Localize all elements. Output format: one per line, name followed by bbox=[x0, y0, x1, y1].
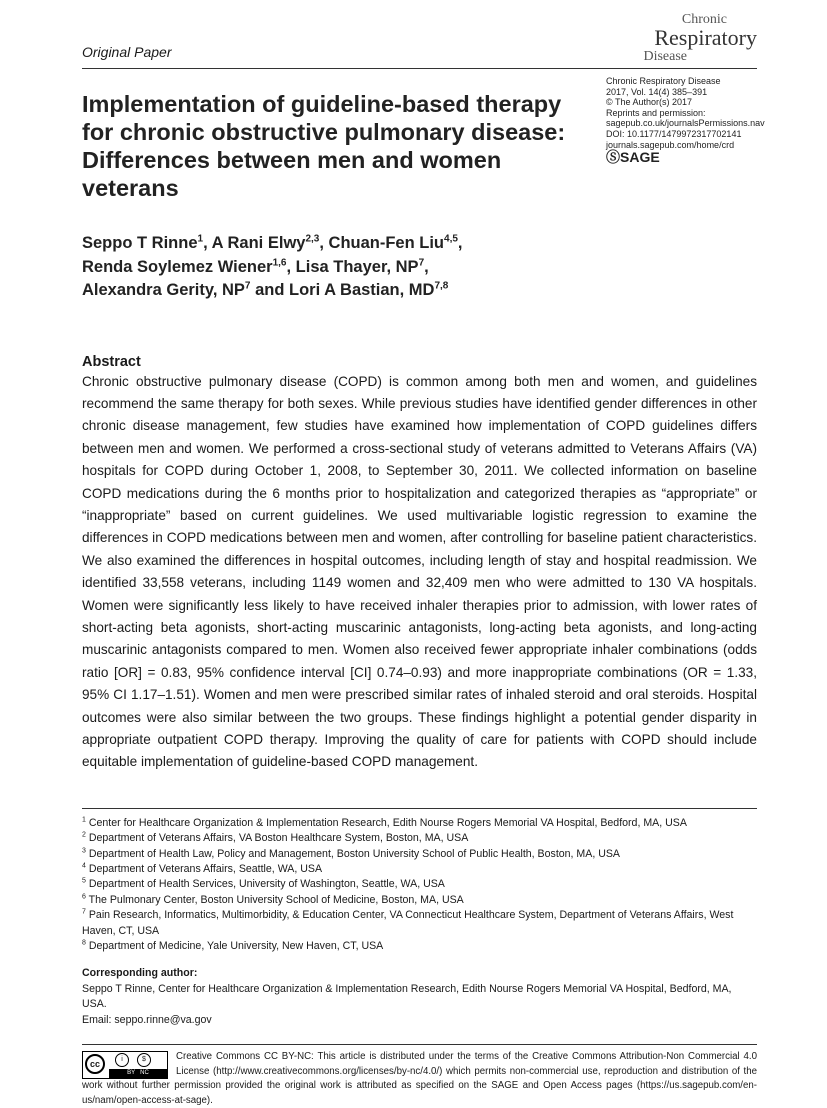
journal-info: Chronic Respiratory Disease 2017, Vol. 14(4) 385–391 © The Author(s) 2017 Reprints and permission: sagepub.co.uk/journalsPermissions.nav DOI: 10.1177/1479972317702141 journals.sagepub.com/home/crd ⓈSAGE bbox=[606, 76, 765, 166]
author-name: Lisa Thayer, NP bbox=[295, 257, 419, 276]
author-affiliation-marker: 2,3 bbox=[305, 233, 320, 245]
author-name: Seppo T Rinne bbox=[82, 234, 198, 252]
noncommercial-icon: $ bbox=[137, 1053, 151, 1067]
article-title: Implementation of guideline-based therapy for chronic obstructive pulmonary disease: Differences between men and women veterans bbox=[82, 91, 566, 201]
license-text: Creative Commons CC BY-NC: This article is distributed under the terms of the Creative Commons Attribution-Non Commercial 4.0 License (http://www.creativecommons.org/licenses/by-nc/4.0/) which permits non-commercial use, reproduction and distribution of the work without further permission provided the original work is attributed as specified on the SAGE and Open Access pages (https://us.sagepub.com/en-us/nam/open-access-at-sage). bbox=[82, 1051, 757, 1106]
attribution-icon: i bbox=[115, 1053, 129, 1067]
author-name: Renda Soylemez Wiener bbox=[82, 257, 273, 276]
abstract-text: Chronic obstructive pulmonary disease (COPD) is common among both men and women, and guidelines recommend the same therapy for both sexes. While previous studies have identified gender differences in other chronic disease management, few studies have examined how implementation of COPD guidelines differs between men and women. We performed a cross-sectional study of veterans admitted to Veterans Affairs (VA) hospitals for COPD during October 1, 2008, to September 30, 2011. We collected information on baseline COPD medications during the 6 months prior to hospitalization and categorized therapies as “appropriate” or “inappropriate” based on current guidelines. We used multivariable logistic regression to examine the differences in COPD medications between men and women, after controlling for baseline patient characteristics. We also examined the differences in hospital outcomes, including length of stay and hospital readmission. We identified 33,558 veterans, including 1149 women and 32,409 men who were admitted to 130 VA hospitals. Women were significantly less likely to have received inhaler therapies prior to admission, with lower rates of short-acting beta agonists, short-acting muscarinic antagonists, long-acting beta agonists, and long-acting muscarinic antagonists compared to men. Women also received fewer appropriate inhaler combinations (odds ratio [OR] = 0.83, 95% confidence interval [CI] 0.74–0.93) and more inappropriate combinations (OR = 1.33, 95% CI 1.17–1.51). Women and men were prescribed similar rates of inhaled steroid and oral steroids. Hospital outcomes were also similar between the two groups. These findings highlight a potential gender disparity in appropriate outpatient COPD therapy. Improving the quality of care for patients with COPD should include equitable implementation of guideline-based COPD management. bbox=[82, 373, 757, 770]
license-block bbox=[82, 1050, 757, 1108]
affiliation-item: $^6$ The Pulmonary Center, Boston University School of Medicine, Boston, MA, USA bbox=[82, 893, 464, 906]
abstract-heading: Abstract bbox=[82, 353, 141, 370]
affiliation-item: $^2$ Department of Veterans Affairs, VA Boston Healthcare System, Boston, MA, USA bbox=[82, 831, 469, 845]
affiliations bbox=[82, 816, 757, 955]
journal-logo: Chronic Respiratory Disease bbox=[643, 12, 757, 64]
affiliation-item: $^8$ Department of Medicine, Yale University, New Haven, CT, USA bbox=[82, 939, 384, 953]
corresponding-email[interactable]: Email: seppo.rinne@va.gov bbox=[82, 1013, 212, 1026]
affiliation-item: $^5$ Department of Health Services, University of Washington, Seattle, WA, USA bbox=[82, 877, 445, 891]
author-name: A Rani Elwy bbox=[211, 234, 306, 252]
corresponding-author: Corresponding author: Seppo T Rinne, Center for Healthcare Organization & Implementation Research, Edith Nourse Rogers Memorial VA Hospital, Bedford, MA, USA. Email: seppo.rinne@va.gov bbox=[82, 966, 757, 1028]
author-name: Alexandra Gerity, NP bbox=[82, 281, 245, 299]
cc-by-nc-badge: cc i $ BY NC bbox=[82, 1051, 168, 1079]
license-rule bbox=[82, 1044, 757, 1045]
permissions-link[interactable]: sagepub.co.uk/journalsPermissions.nav bbox=[606, 118, 765, 129]
author-name: Lori A Bastian, MD bbox=[289, 281, 435, 299]
affiliation-item: $^1$ Center for Healthcare Organization & Implementation Research, Edith Nourse Rogers Memorial VA Hospital, Bedford, MA, USA bbox=[82, 816, 687, 829]
section-label: Original Paper bbox=[82, 44, 172, 60]
author-affiliation-marker: 7,8 bbox=[434, 280, 449, 292]
affiliation-item: $^3$ Department of Health Law, Policy and Management, Boston University School of Public Health, Boston, MA, USA bbox=[82, 847, 620, 860]
header-rule bbox=[82, 68, 757, 69]
cc-icon: cc bbox=[85, 1054, 105, 1074]
affiliation-item: $^7$ Pain Research, Informatics, Multimorbidity, & Education Center, VA Connecticut Healthcare System, Department of Veterans Affairs, West Haven, CT, USA bbox=[82, 908, 734, 937]
doi-link[interactable]: DOI: 10.1177/1479972317702141 bbox=[606, 128, 742, 139]
author-affiliation-marker: 1,6 bbox=[272, 257, 287, 268]
author-affiliation-marker: 1 bbox=[197, 233, 204, 245]
author-name: Chuan-Fen Liu bbox=[328, 234, 445, 252]
sage-logo: ⓈSAGE bbox=[606, 149, 660, 166]
author-affiliation-marker: 7 bbox=[244, 280, 251, 292]
author-affiliation-marker: 4,5 bbox=[444, 233, 458, 245]
main-column bbox=[82, 90, 757, 1108]
author-affiliation-marker: 7 bbox=[418, 257, 425, 268]
affiliation-item: $^4$ Department of Veterans Affairs, Seattle, WA, USA bbox=[82, 862, 323, 876]
author-list: Seppo T Rinne$^1$, A Rani Elwy$^{2,3}$, Chuan-Fen Liu$^{4,5}$, Renda Soylemez Wiener$^{1,6}$, Lisa Thayer, $NP^7$, Alexandra Gerity, $NP^7$ and Lori A Bastian, MD$^{7,8}$ bbox=[82, 233, 463, 299]
journal-link[interactable]: journals.sagepub.com/home/crd bbox=[606, 139, 735, 150]
footnote-rule bbox=[82, 808, 757, 809]
